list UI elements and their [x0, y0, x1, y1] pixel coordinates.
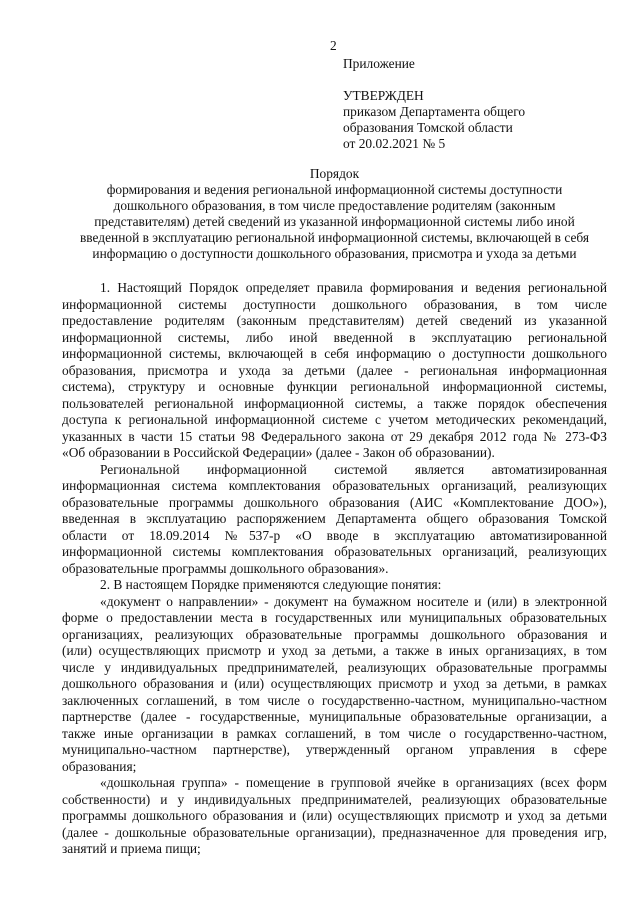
body-line: организациях, реализующих образовательные программы дошкольного образования и	[62, 626, 607, 642]
body-line: доступа к региональной информационной системе с учетом методических рекомендаций,	[62, 412, 607, 427]
body-line: программы дошкольного образования и (или) осуществляющих присмотр и уход за детьми	[62, 808, 607, 823]
body-line: образования, присмотра и ухода за детьми (далее - региональная информационная	[62, 362, 607, 378]
body-line: пользователей региональной информационной системы, а также порядок обеспечения	[62, 395, 607, 411]
body-line: указанных в части 15 статьи 98 Федерального закона от 29 декабря 2012 года № 273-ФЗ	[62, 428, 607, 444]
body-line: информационной системы комплектования образовательных организаций, реализующих	[62, 544, 607, 559]
body-line: «документ о направлении» - документ на бумажном носителе и (или) в электронной	[100, 593, 607, 609]
body-line: введенная в эксплуатацию распоряжением Департамента общего образования Томской	[62, 511, 607, 526]
body-line: образовательные программы дошкольного образования».	[62, 560, 389, 576]
body-line: информационной системы, включающей в себя информацию о доступности дошкольного	[62, 346, 607, 361]
body-line: предоставление родителям (законным представителям) детей сведений из указанной	[62, 313, 607, 328]
page-number: 2	[330, 38, 337, 53]
body-line: 1. Настоящий Порядок определяет правила формирования и ведения региональной	[100, 280, 607, 295]
approval-title: УТВЕРЖДЕН	[343, 88, 424, 103]
body-line: образования;	[62, 758, 137, 774]
body-line: также иные организации в рамках соглашений, в том числе о государственно-частном,	[62, 725, 607, 741]
doc-title: Порядок	[309, 166, 360, 181]
body-line: собственности) и у индивидуальных предпринимателей, реализующих образовательные	[62, 791, 607, 807]
body-line: информационной системы доступности дошкольного образования, в том числе	[62, 296, 607, 312]
approval-line: от 20.02.2021 № 5	[343, 136, 446, 151]
approval-line: образования Томской области	[343, 120, 513, 135]
body-line: дошкольного образования и (или) осуществляющих присмотр и уход за детьми, в рамках	[62, 676, 607, 691]
body-line: Региональной информационной системой является автоматизированная	[100, 461, 607, 477]
body-line: партнерстве (далее - государственные, муниципальные образовательные организации, а	[62, 709, 607, 724]
appendix-label: Приложение	[343, 56, 415, 71]
body-line: информационной системы, либо иной введенной в эксплуатацию региональной	[62, 329, 607, 345]
body-line: система), структуру и основные функции региональной информационной системы,	[62, 379, 607, 394]
body-line: форме о предоставлении места в государственных или муниципальных образовательных	[62, 610, 607, 625]
body-line: «дошкольная группа» - помещение в групповой ячейке в организациях (всех форм	[100, 775, 607, 790]
body-line: (или) осуществляющих присмотр и уход за детьми, а также в иных организациях, в том	[62, 643, 607, 658]
body-line: муниципально-частном партнерстве), утвержденный органом управления в сфере	[62, 742, 607, 757]
approval-line: приказом Департамента общего	[343, 104, 526, 119]
doc-subtitle-line: формирования и ведения региональной информационной системы доступности	[106, 182, 563, 197]
body-line: заключенных соглашений, в том числе о государственно-частном, муниципально-частном	[62, 692, 607, 708]
doc-subtitle-line: информацию о доступности дошкольного образования, присмотра и ухода за детьми	[92, 246, 577, 261]
body-line: занятий и приема пищи;	[62, 841, 201, 856]
body-line: числе у индивидуальных предпринимателей, реализующих образовательные программы	[62, 659, 607, 675]
doc-subtitle-line: введенной в эксплуатацию региональной информационной системы, включающей в себя	[79, 230, 590, 245]
body-line: «Об образовании в Российской Федерации» (далее - Закон об образовании).	[62, 445, 495, 460]
doc-subtitle-line: дошкольного образования, в том числе предоставление родителям (законным	[113, 198, 556, 213]
body-line: образовательные программы дошкольного образования (АИС «Комплектование ДОО»),	[62, 494, 607, 510]
body-line: (далее - дошкольные образовательные организации), предназначенное для проведения игр,	[62, 824, 607, 840]
doc-subtitle-line: представителям) детей сведений из указанной информационной системы либо иной	[94, 214, 575, 229]
body-line: области от 18.09.2014 №537-р «О вводе в эксплуатацию автоматизированной	[62, 527, 607, 543]
body-line: информационная система комплектования образовательных организаций, реализующих	[62, 478, 607, 493]
body-line: 2. В настоящем Порядке применяются следующие понятия:	[100, 577, 442, 592]
